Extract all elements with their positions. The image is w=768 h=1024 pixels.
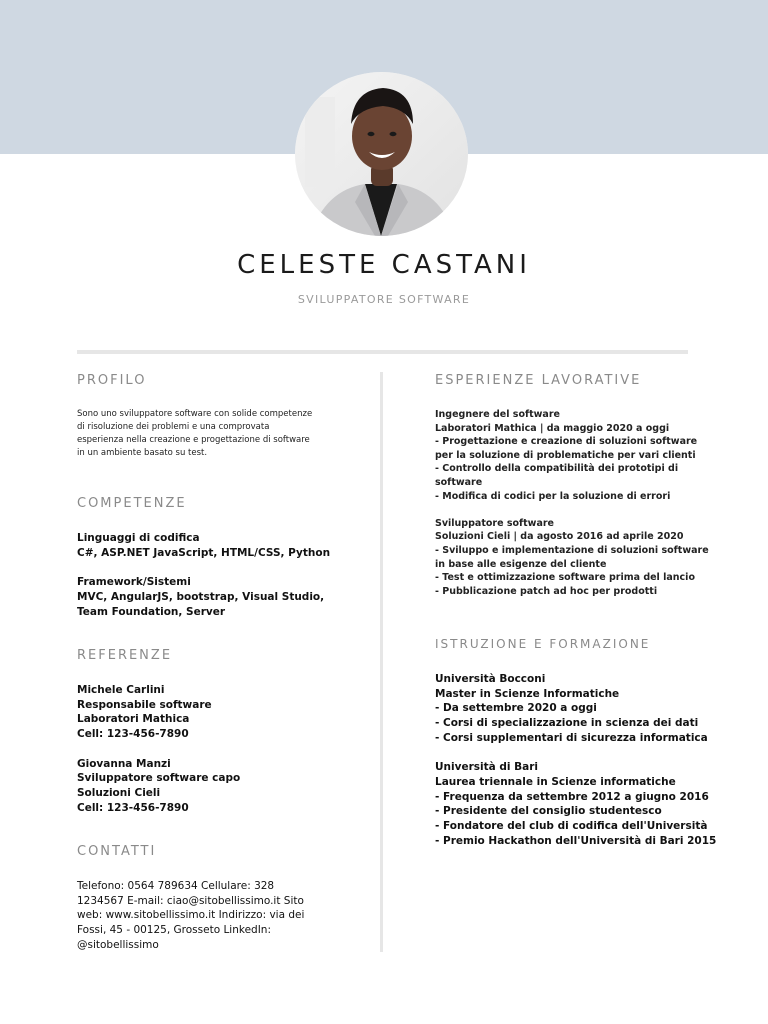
section-title-referenze: REFERENZE xyxy=(77,648,173,663)
section-title-profilo: PROFILO xyxy=(77,373,147,388)
section-title-istruzione: ISTRUZIONE E FORMAZIONE xyxy=(435,637,651,651)
education-text: Università Bocconi Master in Scienze Informatiche - Da settembre 2020 a oggi - Corsi di specializzazione in scienza dei dati - Corsi supplementari di sicurezza informatica Università di Bari Laurea triennale in Scienze informatiche - Frequenza da settembre 2012 a giugno 2016 - Presidente del consiglio studentesco - Fondatore del club di codifica dell'Università - Premio Hackathon dell'Università di Bari 2015 xyxy=(435,673,717,847)
profile-photo xyxy=(295,72,468,236)
person-name: CELESTE CASTANI xyxy=(237,250,531,280)
profile-text: Sono uno sviluppatore software con solide competenze di risoluzione dei problemi e una comprovata esperienza nella creazione e progettazione di software in un ambiente basato su test. xyxy=(77,409,313,458)
section-title-contatti: CONTATTI xyxy=(77,844,157,859)
vertical-divider xyxy=(380,372,383,952)
experience-text: Ingegnere del software Laboratori Mathica | da maggio 2020 a oggi - Progettazione e creazione di soluzioni software per la soluzione di problematiche per vari clienti - Controllo della compatibilità dei prototipi di software - Modifica di codici per la soluzione di errori Sviluppatore software Soluzioni Cieli | da agosto 2016 ad aprile 2020 - Sviluppo e implementazione di soluzioni software in base alle esigenze del cliente - Test e ottimizzazione software prima del lancio - Pubblicazione patch ad hoc per prodotti xyxy=(435,409,709,597)
horizontal-divider xyxy=(77,350,688,354)
section-title-esperienze: ESPERIENZE LAVORATIVE xyxy=(435,373,642,388)
skills-text: Linguaggi di codifica C#, ASP.NET JavaScript, HTML/CSS, Python Framework/Sistemi MVC, AngularJS, bootstrap, Visual Studio, Team Foundation, Server xyxy=(77,532,331,618)
references-text: Michele Carlini Responsabile software Laboratori Mathica Cell: 123-456-7890 Giovanna Manzi Sviluppatore software capo Soluzioni Cieli Cell: 123-456-7890 xyxy=(77,684,241,814)
section-title-competenze: COMPETENZE xyxy=(77,496,187,511)
portrait-image xyxy=(295,72,468,236)
contacts-text: Telefono: 0564 789634 Cellulare: 328 1234567 E-mail: ciao@sitobellissimo.it Sito web: www.sitobellissimo.it Indirizzo: via dei Fossi, 45 - 00125, Grosseto LinkedIn: @sitobellissimo xyxy=(77,880,305,951)
job-title: SVILUPPATORE SOFTWARE xyxy=(297,293,471,306)
